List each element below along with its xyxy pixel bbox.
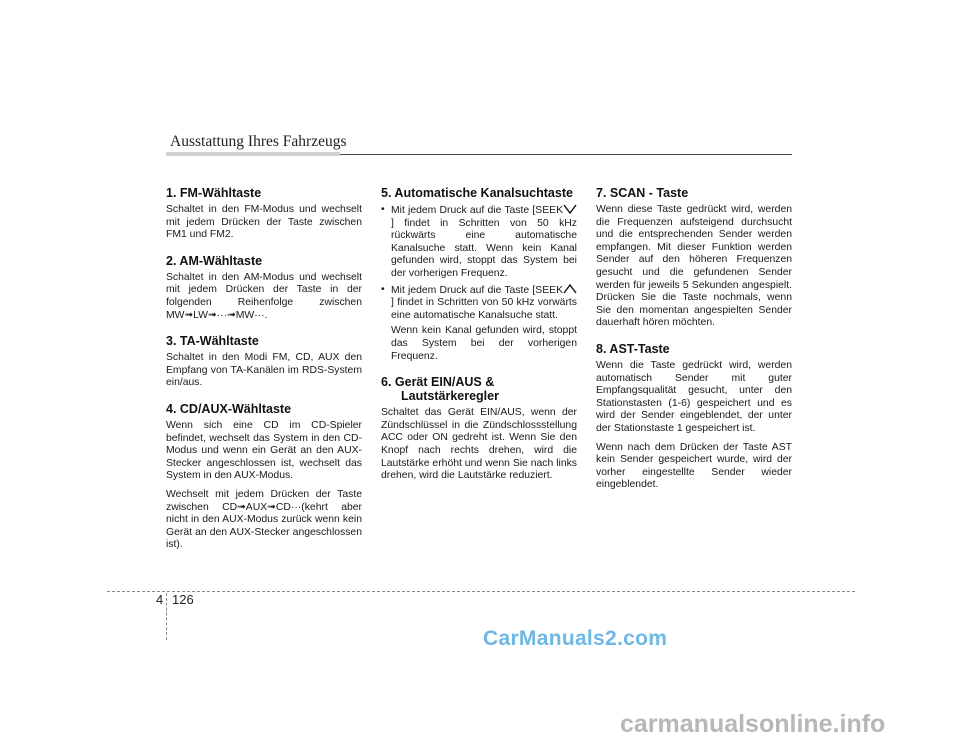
section-body: Wenn die Taste gedrückt wird, werden automatisch Sender mit guter Empfangsqualität gesucht, unter den Stationstasten (1-6) gespeichert und es wird der Sender eingeblendet, der unter der Stationstaste 1 gespeichert ist. (596, 359, 792, 434)
list-item (381, 204, 577, 281)
section-note: Wenn kein Kanal gefunden wird, stoppt das System bei der vorherigen Frequenz. (391, 325, 577, 362)
section-title: 7. SCAN - Taste (596, 186, 689, 200)
section-title: 5. Automatische Kanalsuchtaste (381, 186, 573, 200)
footer-divider (107, 591, 855, 592)
item-text-post: ] findet in Schritten von 50 kHz rückwärts eine automatische Kanalsuche statt. Wenn kein Kanal gefunden wird, stoppt das System bei der vorherigen Frequenz. (391, 217, 577, 279)
section-body: Schaltet das Gerät EIN/AUS, wenn der Zündschlüssel in die Zündschlossstellung ACC oder ON gedreht ist. Wenn Sie den Knopf nach rechts drehen, wird die Lautstärke erhöht und wenn Sie nach links drehen, wird die Lautstärke reduziert. (381, 407, 577, 482)
section-title: 1. FM-Wähltaste (166, 186, 262, 200)
footer-vertical-divider (166, 593, 167, 640)
item-text-post: ] findet in Schritten von 50 kHz vorwärts eine automatische Kanalsuche statt. (391, 297, 577, 321)
section-ta-button (166, 334, 362, 390)
header-rule (340, 154, 792, 155)
section-title: 8. AST-Taste (596, 341, 670, 356)
item-text-pre: Mit jedem Druck auf die Taste [SEEK (391, 205, 563, 216)
header-accent-bar (166, 152, 340, 156)
column-right (596, 186, 792, 504)
section-body: Schaltet in den Modi FM, CD, AUX den Empfang von TA-Kanälen im RDS-System ein/aus. (166, 352, 362, 389)
list-item (381, 284, 577, 323)
chevron-up-icon (563, 284, 577, 294)
item-text-pre: Mit jedem Druck auf die Taste [SEEK (391, 284, 563, 296)
chevron-down-icon (563, 204, 577, 214)
section-scan-button (596, 186, 792, 330)
section-body: Schaltet in den FM-Modus und wechselt mit jedem Drücken der Taste zwischen FM1 und FM2. (166, 204, 362, 241)
page-number: 126 (172, 592, 194, 607)
page-header-title: Ausstattung Ihres Fahrzeugs (170, 133, 347, 150)
column-middle (381, 186, 577, 495)
title-line-1: 6. Gerät EIN/AUS & (381, 375, 495, 390)
section-am-button (166, 254, 362, 322)
section-power-volume (381, 375, 577, 483)
section-body: Wechselt mit jedem Drücken der Taste zwischen CD➟AUX➟CD···(kehrt aber nicht in den AUX-Modus zurück wenn kein Gerät an den AUX-Stecker angeschlossen ist). (166, 488, 362, 551)
watermark-logo: CarManuals2.com (483, 627, 668, 650)
title-line-2: Lautstärkeregler (401, 389, 499, 404)
chapter-number: 4 (156, 592, 164, 607)
section-title: 4. CD/AUX-Wähltaste (166, 401, 292, 416)
section-title: 2. AM-Wähltaste (166, 253, 263, 268)
section-ast-button (596, 342, 792, 492)
section-body: Wenn sich eine CD im CD-Spieler befindet, wechselt das System in den CD-Modus und wenn ein Gerät an den AUX-Stecker angeschlossen ist, wechselt das System in den AUX-Modus. (166, 419, 362, 482)
section-fm-button (166, 186, 362, 242)
section-title (381, 375, 577, 403)
section-body: Schaltet in den AM-Modus und wechselt mit jedem Drücken der Taste in der folgenden Reihenfolge zwischen MW➟LW➟···➟MW···. (166, 271, 362, 321)
section-body: Wenn nach dem Drücken der Taste AST kein Sender gespeichert wurde, wird der vorher eingestellte Sender wieder eingeblendet. (596, 441, 792, 491)
column-left (166, 186, 362, 564)
section-cd-aux-button (166, 402, 362, 552)
section-body: Wenn diese Taste gedrückt wird, werden die Frequenzen aufsteigend durchsucht und die entsprechenden Sender werden empfangen. Mit dieser Funktion werden Sender auf den höheren Frequenzen gesucht und die gefundenen Sender werden für jeweils 5 Sekunden angespielt. Drücken Sie die Taste nochmals, wenn Sie den momentan angespielten Sender dauerhaft hören möchten. (596, 204, 792, 329)
section-title: 3. TA-Wähltaste (166, 334, 259, 349)
bullet-list (381, 204, 577, 322)
section-auto-seek (381, 186, 577, 363)
watermark-footer: carmanualsonline.info (620, 710, 886, 738)
